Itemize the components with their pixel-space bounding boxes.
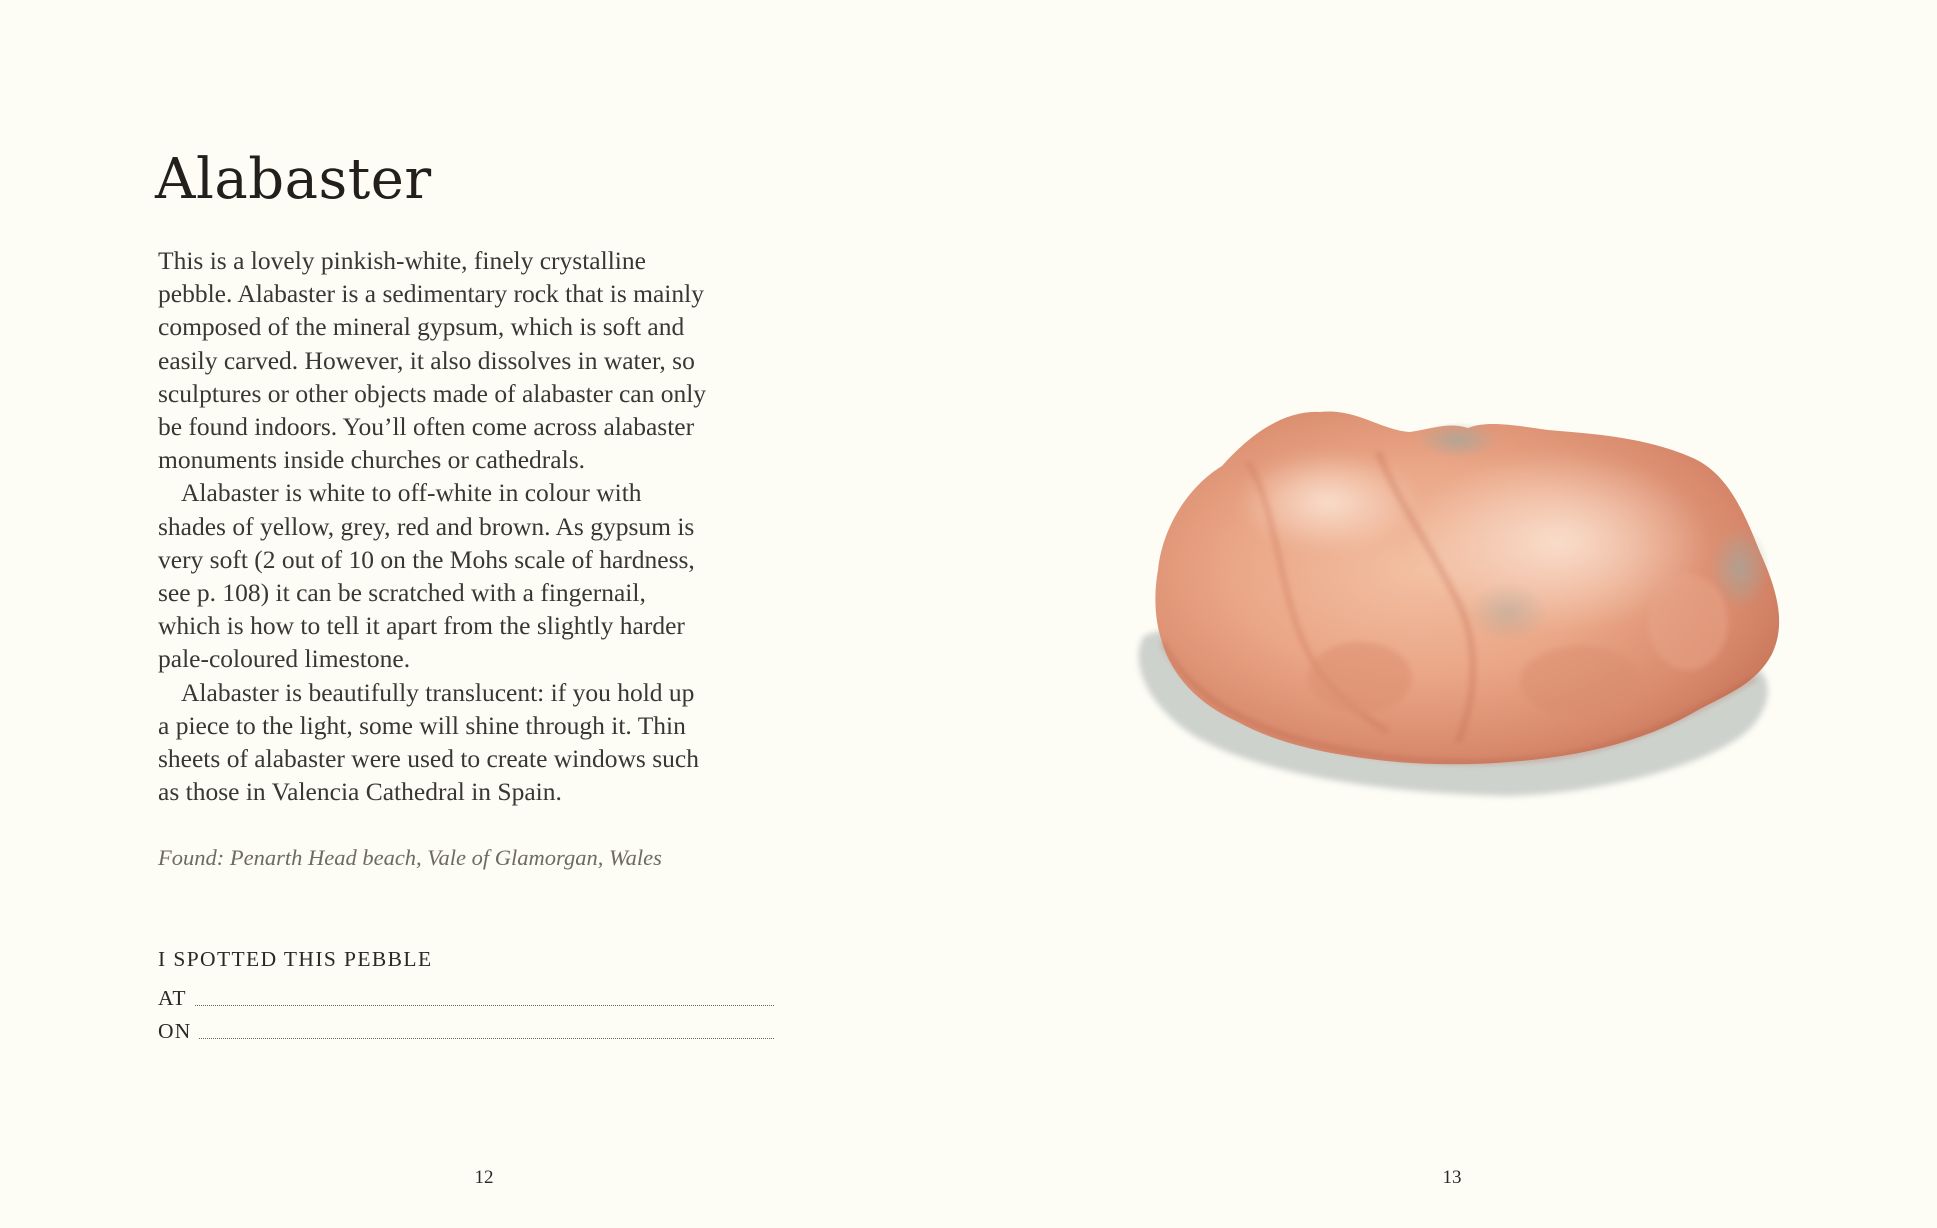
left-page (0, 0, 968, 1228)
body-line: shades of yellow, grey, red and brown. As gypsum is (158, 511, 695, 541)
pebble-lump (1520, 646, 1640, 718)
at-fill-line (195, 1005, 774, 1006)
body-line: sculptures or other objects made of alabaster can only (158, 378, 707, 408)
body-line: This is a lovely pinkish-white, finely crystalline (158, 246, 646, 275)
body-line: which is how to tell it apart from the slightly harder (158, 611, 685, 641)
body-line: pale-coloured limestone. (158, 644, 411, 674)
pebble-grey-vein (1468, 582, 1548, 642)
page-title: Alabaster (155, 147, 432, 212)
body-line: composed of the mineral gypsum, which is soft and (158, 312, 685, 342)
alabaster-pebble-illustration (1128, 392, 1788, 812)
body-line: very soft (2 out of 10 on the Mohs scale of hardness, (158, 544, 695, 574)
body-line: a piece to the light, some will shine through it. Thin (158, 710, 686, 740)
page-number-right: 13 (1442, 1167, 1462, 1188)
body-line: Alabaster is white to off-white in colour with (181, 478, 642, 508)
body-line: Alabaster is beautifully translucent: if you hold up (181, 677, 695, 707)
body-line: as those in Valencia Cathedral in Spain. (158, 777, 562, 807)
body-line: sheets of alabaster were used to create windows such (158, 744, 699, 774)
spotted-at-row (158, 979, 774, 1012)
found-location: Found: Penarth Head beach, Vale of Glamorgan, Wales (158, 845, 662, 870)
spotted-on-row (158, 1012, 774, 1045)
spotted-heading: I SPOTTED THIS PEBBLE (158, 947, 433, 971)
body-line: monuments inside churches or cathedrals. (158, 445, 586, 475)
at-label: AT (158, 986, 187, 1010)
body-text (158, 244, 790, 808)
on-fill-line (199, 1038, 774, 1039)
body-line: easily carved. However, it also dissolves in water, so (158, 345, 695, 375)
pebble-grey-vein (1418, 422, 1498, 458)
body-line: see p. 108) it can be scratched with a fingernail, (158, 578, 646, 608)
pebble-lump (1648, 574, 1728, 670)
body-line: pebble. Alabaster is a sedimentary rock that is mainly (158, 279, 704, 309)
pebble-lump (1308, 642, 1412, 714)
body-line: be found indoors. You’ll often come across alabaster (158, 412, 695, 442)
page-number-left: 12 (474, 1167, 494, 1188)
on-label: ON (158, 1019, 192, 1043)
spotted-form (158, 945, 774, 1045)
